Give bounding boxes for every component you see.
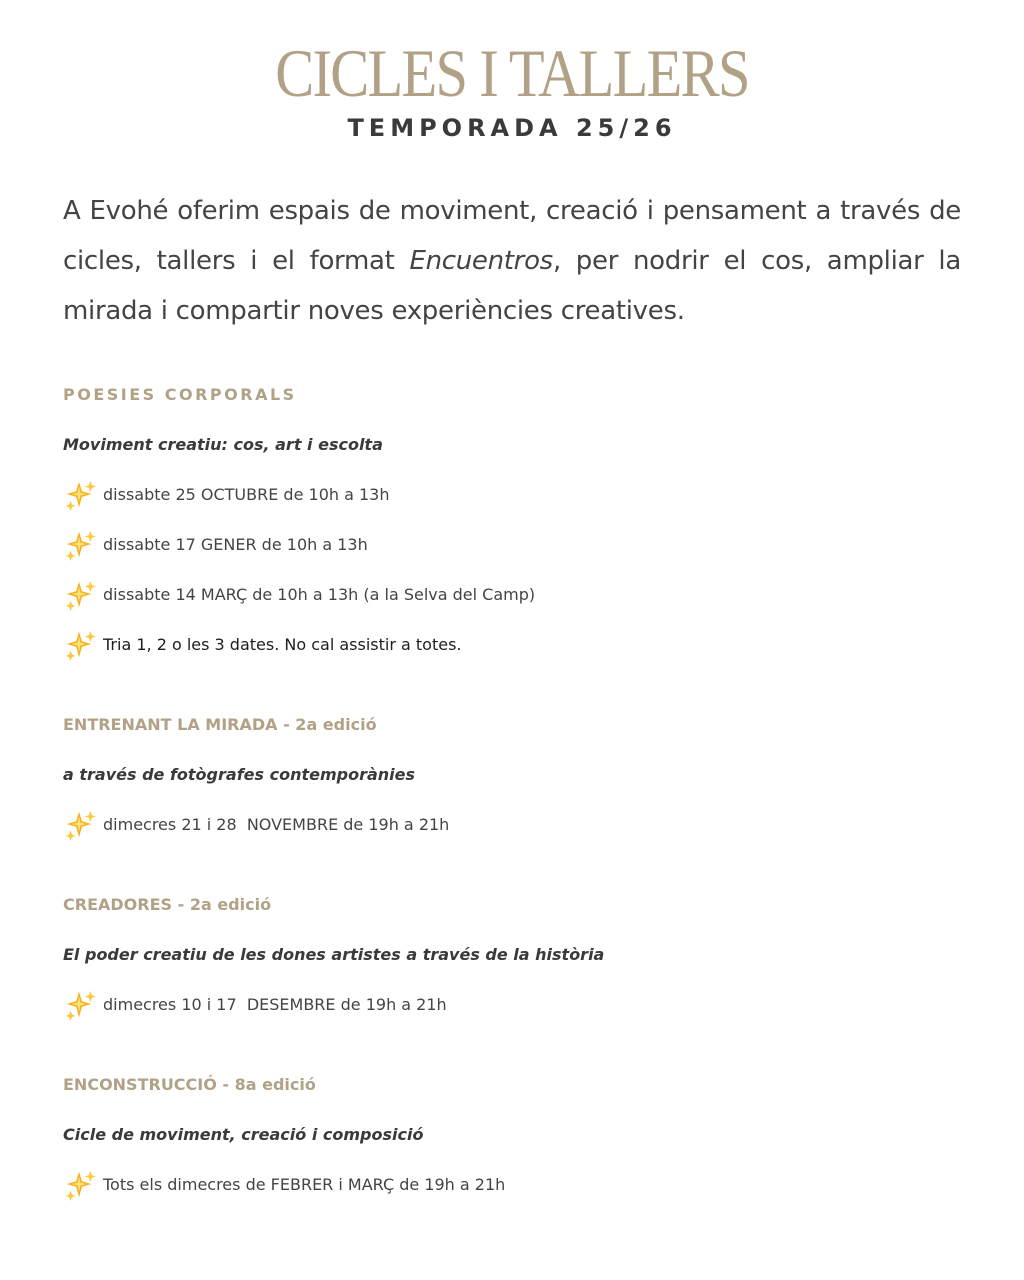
sparkles-icon bbox=[63, 528, 97, 562]
note-item bbox=[63, 620, 983, 670]
date-item bbox=[63, 800, 983, 850]
section-subtitle: El poder creatiu de les dones artistes a través de la història bbox=[63, 945, 605, 964]
date-item bbox=[63, 520, 983, 570]
intro-paragraph bbox=[63, 186, 961, 336]
date-item bbox=[63, 980, 983, 1030]
intro-format-name: Encuentros bbox=[409, 246, 553, 276]
section-poesies-corporals bbox=[63, 370, 983, 670]
sparkles-icon bbox=[63, 478, 97, 512]
page-title: CICLES I TALLERS bbox=[275, 35, 749, 111]
date-item bbox=[63, 470, 983, 520]
date-item bbox=[63, 1160, 983, 1210]
section-heading: ENCONSTRUCCIÓ - 8a edició bbox=[63, 1075, 316, 1094]
section-heading: CREADORES - 2a edició bbox=[63, 895, 272, 914]
section-creadores bbox=[63, 880, 983, 1030]
intro-text-end: , per nodrir el cos, ampliar la mirada i compartir noves experiències creatives. bbox=[63, 246, 961, 326]
sparkles-icon bbox=[63, 1168, 97, 1202]
section-heading: POESIES CORPORALS bbox=[63, 385, 297, 404]
date-item-text: Tots els dimecres de FEBRER i MARÇ de 19h a 21h bbox=[103, 1175, 506, 1194]
sparkles-icon bbox=[63, 628, 97, 662]
date-item-text: dissabte 17 GENER de 10h a 13h bbox=[103, 535, 368, 554]
sparkles-icon bbox=[63, 578, 97, 612]
season-subtitle: TEMPORADA 25/26 bbox=[347, 114, 677, 142]
date-item bbox=[63, 570, 983, 620]
section-subtitle: Moviment creatiu: cos, art i escolta bbox=[63, 435, 383, 454]
note-item-text: Tria 1, 2 o les 3 dates. No cal assistir a totes. bbox=[103, 635, 462, 654]
date-item-text: dimecres 10 i 17 DESEMBRE de 19h a 21h bbox=[103, 995, 447, 1014]
sparkles-icon bbox=[63, 808, 97, 842]
intro-text-start: A Evohé oferim espais de moviment, creació i pensament a través de cicles, tallers i el format bbox=[63, 196, 961, 276]
section-subtitle: a través de fotògrafes contemporànies bbox=[63, 765, 416, 784]
section-subtitle: Cicle de moviment, creació i composició bbox=[63, 1125, 424, 1144]
sparkles-icon bbox=[63, 988, 97, 1022]
date-item-text: dissabte 14 MARÇ de 10h a 13h (a la Selva del Camp) bbox=[103, 585, 536, 604]
date-item-text: dimecres 21 i 28 NOVEMBRE de 19h a 21h bbox=[103, 815, 450, 834]
section-entrenant-la-mirada bbox=[63, 700, 983, 850]
section-enconstruccio bbox=[63, 1060, 983, 1210]
date-item-text: dissabte 25 OCTUBRE de 10h a 13h bbox=[103, 485, 390, 504]
section-heading: ENTRENANT LA MIRADA - 2a edició bbox=[63, 715, 377, 734]
